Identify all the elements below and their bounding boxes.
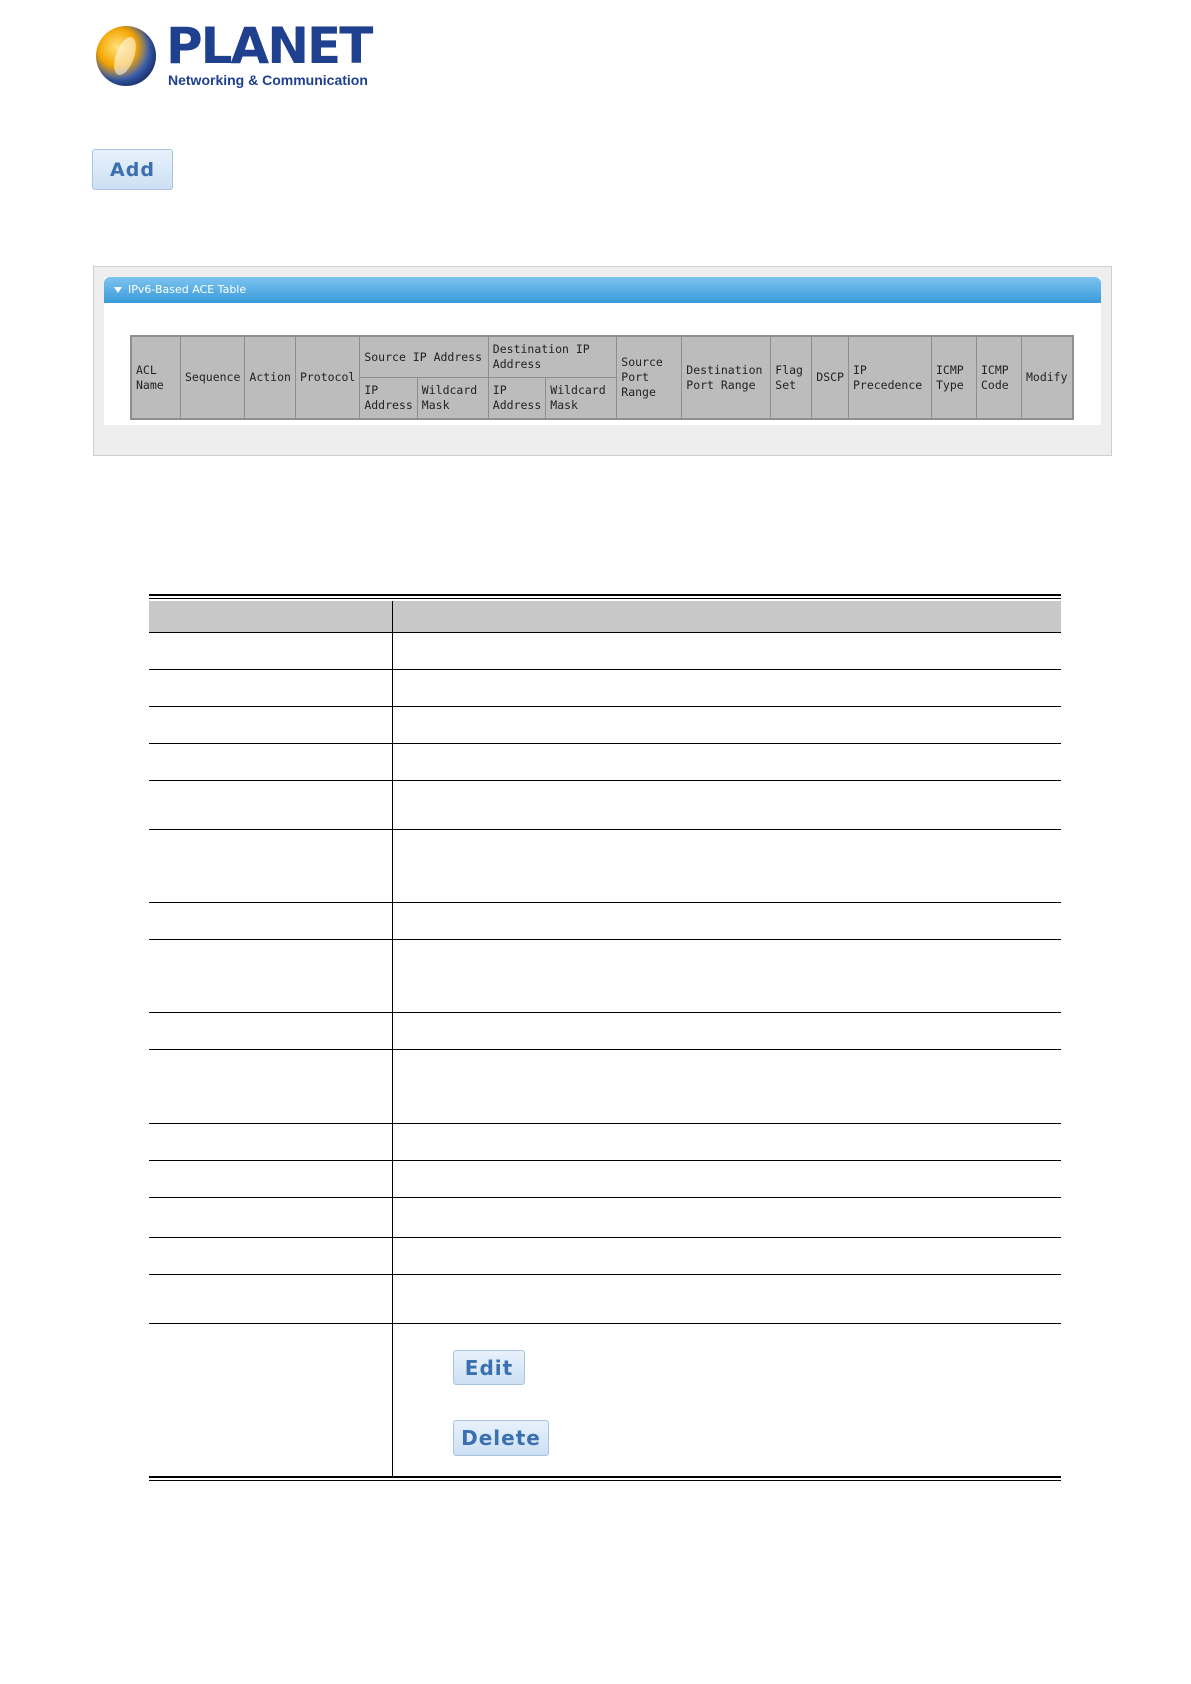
panel-footer xyxy=(104,425,1101,445)
row-divider xyxy=(149,1160,1061,1161)
col-modify: Modify xyxy=(1021,336,1072,419)
row-divider xyxy=(149,1274,1061,1275)
col-ip-precedence: IP Precedence xyxy=(848,336,931,419)
col-protocol: Protocol xyxy=(295,336,359,419)
row-divider xyxy=(149,939,1061,940)
row-divider xyxy=(149,669,1061,670)
planet-logo xyxy=(96,17,372,92)
collapse-triangle-icon[interactable] xyxy=(114,287,122,293)
row-divider xyxy=(149,1123,1061,1124)
col-source-ip: Source IP Address xyxy=(360,336,488,378)
col-acl-name: ACL Name xyxy=(131,336,181,419)
col-destination-ip-address: IP Address xyxy=(488,378,545,420)
col-icmp-code: ICMP Code xyxy=(976,336,1021,419)
col-flag-set: Flag Set xyxy=(771,336,812,419)
table-bottom-border xyxy=(149,1476,1061,1481)
row-divider xyxy=(149,1237,1061,1238)
col-icmp-type: ICMP Type xyxy=(931,336,976,419)
description-table xyxy=(149,594,1061,1482)
table-top-border xyxy=(149,594,1061,599)
row-divider xyxy=(149,780,1061,781)
row-divider xyxy=(149,1012,1061,1013)
logo-wordmark: PLANET xyxy=(166,17,372,75)
add-button[interactable]: Add xyxy=(92,149,173,190)
col-destination-port-range: Destination Port Range xyxy=(682,336,771,419)
col-source-ip-address: IP Address xyxy=(360,378,417,420)
logo-tagline: Networking & Communication xyxy=(168,72,368,88)
ace-table-panel xyxy=(93,266,1112,456)
panel-body xyxy=(104,277,1101,445)
row-divider xyxy=(149,829,1061,830)
row-divider xyxy=(149,743,1061,744)
ace-table xyxy=(130,335,1074,420)
col-destination-wildcard: Wildcard Mask xyxy=(546,378,617,420)
col-destination-ip: Destination IP Address xyxy=(488,336,616,378)
col-dscp: DSCP xyxy=(812,336,849,419)
col-sequence: Sequence xyxy=(181,336,245,419)
row-divider xyxy=(149,706,1061,707)
delete-button[interactable]: Delete xyxy=(453,1420,549,1456)
row-divider xyxy=(149,1323,1061,1324)
globe-icon xyxy=(96,26,156,86)
table-header-row xyxy=(149,601,1061,632)
row-divider xyxy=(149,1197,1061,1198)
column-divider xyxy=(392,601,393,1476)
row-divider xyxy=(149,902,1061,903)
row-divider xyxy=(149,632,1061,633)
col-action: Action xyxy=(245,336,296,419)
panel-header[interactable] xyxy=(104,277,1101,303)
col-source-wildcard: Wildcard Mask xyxy=(417,378,488,420)
panel-title: IPv6-Based ACE Table xyxy=(128,283,247,296)
edit-button[interactable]: Edit xyxy=(453,1350,525,1385)
row-divider xyxy=(149,1049,1061,1050)
col-source-port-range: Source Port Range xyxy=(617,336,682,419)
